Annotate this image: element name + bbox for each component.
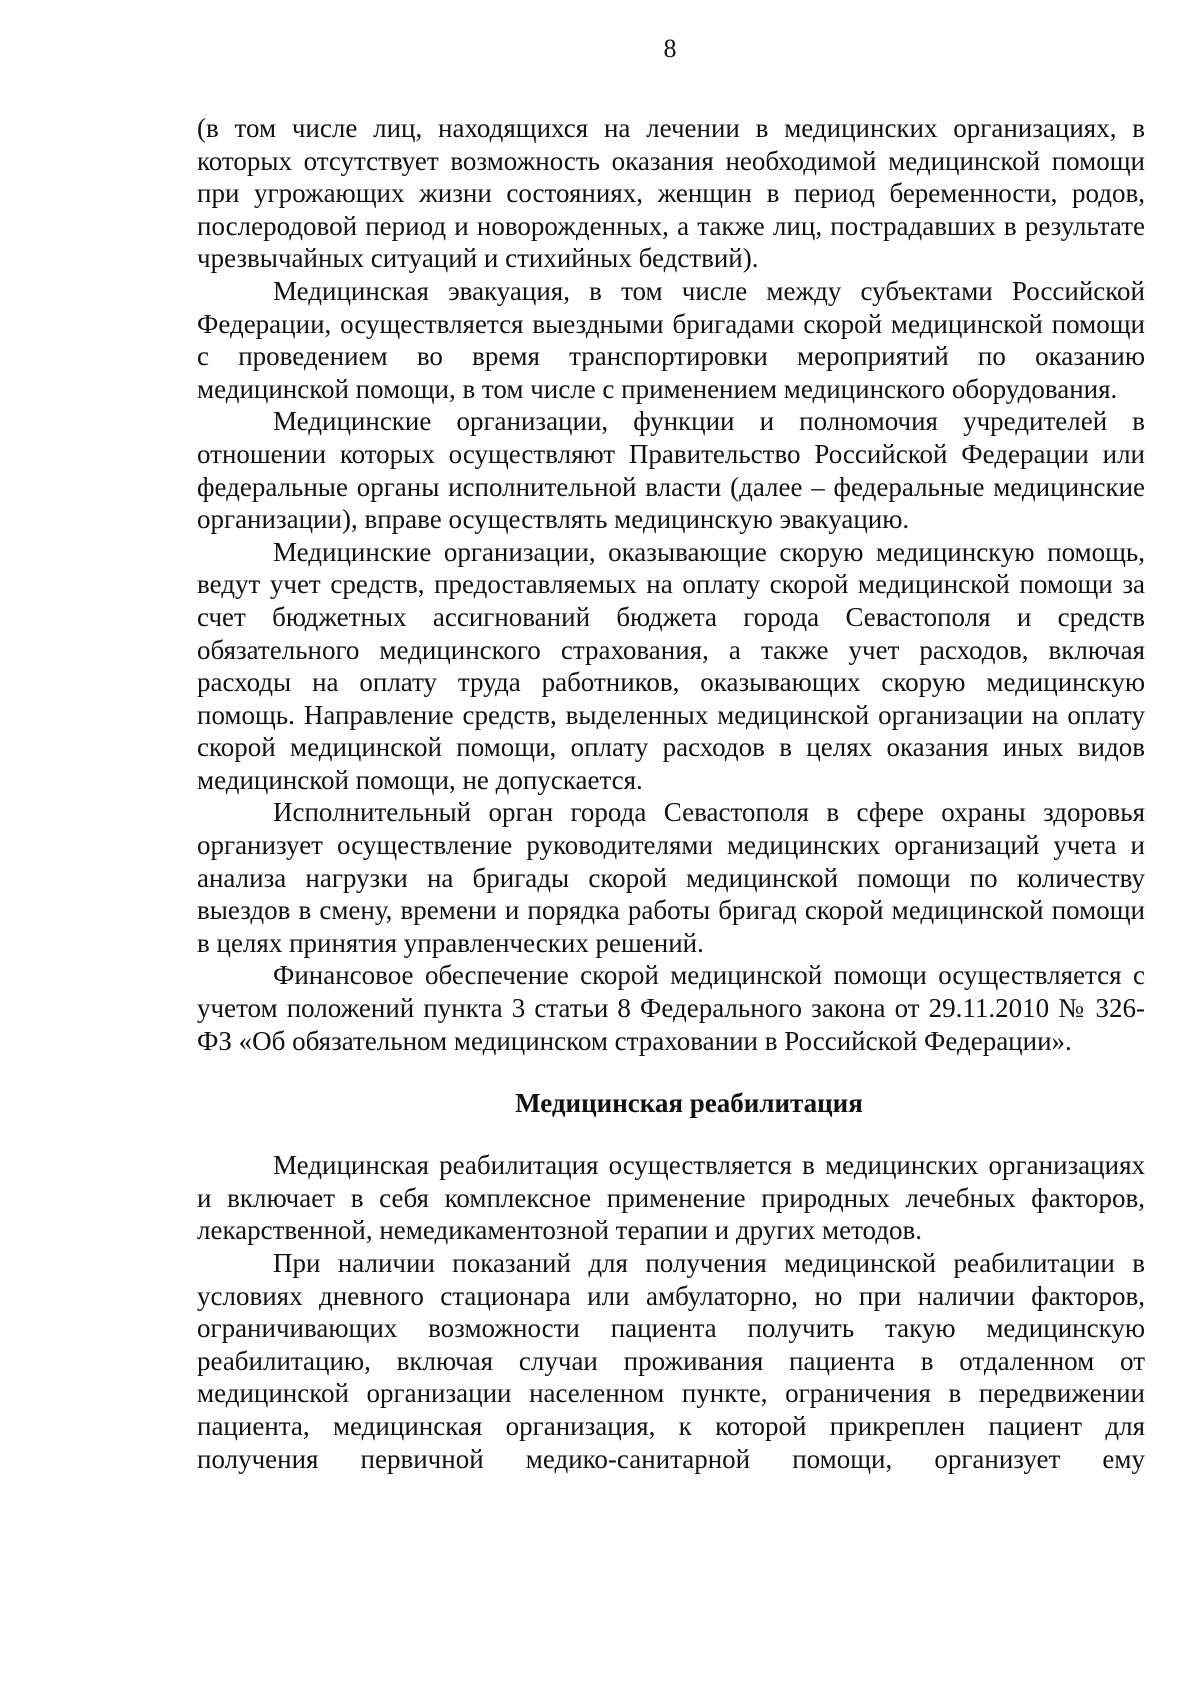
paragraph-7: Медицинская реабилитация осуществляется в медицинских организациях и включает в себя комплексное применение природных лечебных факторов, лекарственной, немедикаментозной терапии и других методов. <box>197 1150 1145 1246</box>
document-body <box>197 112 1145 1475</box>
paragraph-5: Исполнительный орган города Севастополя в сфере охраны здоровья организует осуществление руководителями медицинских организаций учета и анализа нагрузки на бригады скорой медицинской помощи по количеству выездов в смену, времени и порядка работы бригад скорой медицинской помощи в целях принятия управленческих решений. <box>197 797 1145 958</box>
paragraph-2: Медицинская эвакуация, в том числе между субъектами Российской Федерации, осуществляется выездными бригадами скорой медицинской помощи с проведением во время транспортировки мероприятий по оказанию медицинской помощи, в том числе с применением медицинского оборудования. <box>197 275 1145 404</box>
paragraph-3: Медицинские организации, функции и полномочия учредителей в отношении которых осуществляют Правительство Российской Федерации или федеральные органы исполнительной власти (далее – федеральные медицинские организации), вправе осуществлять медицинскую эвакуацию. <box>197 406 1145 535</box>
page-number: 8 <box>663 34 677 63</box>
paragraph-6: Финансовое обеспечение скорой медицинской помощи осуществляется с учетом положений пункта 3 статьи 8 Федерального закона от 29.11.2010 № 326-ФЗ «Об обязательном медицинском страховании в Российской Федерации». <box>197 960 1145 1056</box>
paragraph-4: Медицинские организации, оказывающие скорую медицинскую помощь, ведут учет средств, предоставляемых на оплату скорой медицинской помощи за счет бюджетных ассигнований бюджета города Севастополя и средств обязательного медицинского страхования, а также учет расходов, включая расходы на оплату труда работников, оказывающих скорую медицинскую помощь. Направление средств, выделенных медицинской организации на оплату скорой медицинской помощи, оплату расходов в целях оказания иных видов медицинской помощи, не допускается. <box>197 536 1145 795</box>
section-heading: Медицинская реабилитация <box>515 1088 863 1119</box>
paragraph-8: При наличии показаний для получения медицинской реабилитации в условиях дневного стационара или амбулаторно, но при наличии факторов, ограничивающих возможности пациента получить такую медицинскую реабилитацию, включая случаи проживания пациента в отдаленном от медицинской организации населенном пункте, ограничения в передвижении пациента, медицинская организация, к которой прикреплен пациент для получения первичной медико-санитарной помощи, организует ему <box>197 1248 1145 1474</box>
paragraph-1: (в том числе лиц, находящихся на лечении в медицинских организациях, в которых отсутствует возможность оказания необходимой медицинской помощи при угрожающих жизни состояниях, женщин в период беременности, родов, послеродовой период и новорожденных, а также лиц, пострадавших в результате чрезвычайных ситуаций и стихийных бедствий). <box>197 113 1145 274</box>
